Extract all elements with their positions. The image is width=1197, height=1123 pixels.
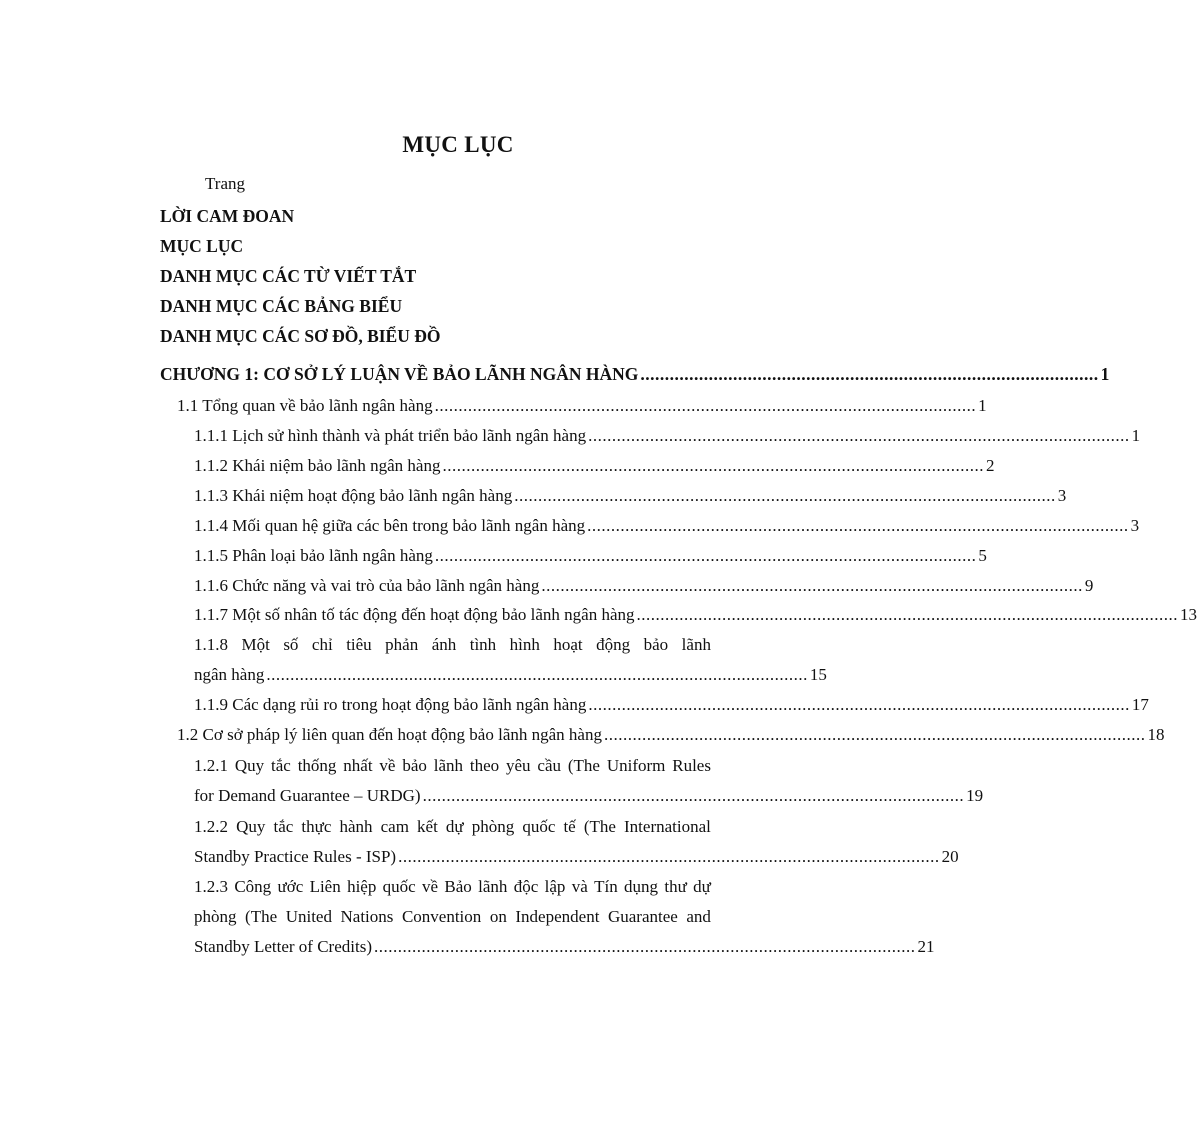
toc-entry-1-1-2: 1.1.2 Khái niệm bảo lãnh ngân hàng .................................................................................................................. 2 [194, 456, 995, 475]
toc-entry-1-1-5: 1.1.5 Phân loại bảo lãnh ngân hàng .................................................................................................................. 5 [194, 546, 987, 565]
toc-entry-1-1-8-line1: 1.1.8 Một số chỉ tiêu phản ánh tình hình hoạt động bảo lãnh [194, 635, 711, 654]
toc-entry-page: 19 [966, 786, 984, 805]
front-matter-figures: DANH MỤC CÁC SƠ ĐỒ, BIỂU ĐỒ [160, 326, 441, 346]
toc-entry-1-1-6: 1.1.6 Chức năng và vai trò của bảo lãnh ngân hàng .................................................................................................................. 9 [194, 576, 1094, 595]
toc-entry-text: 1.1.4 Mối quan hệ giữa các bên trong bảo lãnh ngân hàng [194, 516, 586, 535]
toc-entry-text: 1.2 Cơ sở pháp lý liên quan đến hoạt động bảo lãnh ngân hàng [177, 725, 602, 744]
toc-entry-page: 1 [978, 396, 987, 415]
toc-entry-page: 21 [917, 937, 935, 956]
toc-entry-1-1-7: 1.1.7 Một số nhân tố tác động đến hoạt động bảo lãnh ngân hàng .................................................................................................................. 13 [194, 605, 1197, 624]
toc-entry-page: 3 [1130, 516, 1140, 535]
toc-entry-page: 15 [809, 665, 827, 684]
toc-entry-text: Standby Letter of Credits) [194, 937, 372, 956]
toc-entry-text: ngân hàng [194, 665, 265, 684]
toc-entry-text: for Demand Guarantee – URDG) [194, 786, 421, 805]
toc-entry-1-2-3-line2: phòng (The United Nations Convention on Independent Guarantee and [194, 907, 711, 926]
toc-entry-text: 1.1.5 Phân loại bảo lãnh ngân hàng [194, 546, 433, 565]
toc-entry-text: CHƯƠNG 1: CƠ SỞ LÝ LUẬN VỀ BẢO LÃNH NGÂN HÀNG [160, 364, 639, 384]
toc-entry-1-1: 1.1 Tổng quan về bảo lãnh ngân hàng .................................................................................................................. 1 [177, 396, 987, 415]
toc-entry-text: Standby Practice Rules - ISP) [194, 847, 397, 866]
toc-entry-text: 1.1.6 Chức năng và vai trò của bảo lãnh ngân hàng [194, 576, 540, 595]
toc-entry-1-2-3-line1: 1.2.3 Công ước Liên hiệp quốc về Bảo lãnh độc lập và Tín dụng thư dự [194, 877, 711, 896]
toc-entry-page: 20 [941, 847, 959, 866]
toc-entry-page: 2 [985, 456, 995, 475]
toc-entry-page: 17 [1131, 695, 1149, 714]
toc-entry-text: 1.1.7 Một số nhân tố tác động đến hoạt động bảo lãnh ngân hàng [194, 605, 635, 624]
front-matter-declaration: LỜI CAM ĐOAN [160, 206, 295, 226]
front-matter-abbreviations: DANH MỤC CÁC TỪ VIẾT TẮT [160, 266, 417, 286]
toc-entry-page: 1 [1131, 426, 1141, 445]
toc-entry-1-2-1-line1: 1.2.1 Quy tắc thống nhất về bảo lãnh theo yêu cầu (The Uniform Rules [194, 756, 711, 775]
toc-entry-1-2-2-line1: 1.2.2 Quy tắc thực hành cam kết dự phòng quốc tế (The International [194, 817, 711, 836]
toc-entry-chapter-1: CHƯƠNG 1: CƠ SỞ LÝ LUẬN VỀ BẢO LÃNH NGÂN HÀNG .............................................................................................. 1 [160, 364, 1110, 384]
page-column-label: Trang [205, 174, 245, 193]
toc-entry-page: 1 [1100, 364, 1110, 384]
toc-entry-page: 5 [978, 546, 987, 565]
page-title: MỤC LỤC [402, 132, 514, 157]
toc-entry-page: 3 [1057, 486, 1067, 505]
toc-entry-page: 18 [1147, 725, 1165, 744]
toc-entry-text: 1.1.9 Các dạng rủi ro trong hoạt động bảo lãnh ngân hàng [194, 695, 587, 714]
toc-entry-page: 9 [1084, 576, 1094, 595]
toc-entry-text: 1.1.1 Lịch sử hình thành và phát triển bảo lãnh ngân hàng [194, 426, 587, 445]
toc-entry-1-1-8-line2: ngân hàng .................................................................................................................. 15 [194, 665, 827, 684]
toc-entry-1-2-3-line3: Standby Letter of Credits) .................................................................................................................. 21 [194, 937, 935, 956]
front-matter-contents: MỤC LỤC [160, 236, 244, 256]
toc-entry-text: 1.1 Tổng quan về bảo lãnh ngân hàng [177, 396, 433, 415]
toc-entry-1-1-1: 1.1.1 Lịch sử hình thành và phát triển bảo lãnh ngân hàng .................................................................................................................. 1 [194, 426, 1141, 445]
toc-entry-1-1-4: 1.1.4 Mối quan hệ giữa các bên trong bảo lãnh ngân hàng .................................................................................................................. 3 [194, 516, 1140, 535]
toc-entry-1-2: 1.2 Cơ sở pháp lý liên quan đến hoạt động bảo lãnh ngân hàng .................................................................................................................. 18 [177, 725, 1165, 744]
toc-entry-text: 1.1.2 Khái niệm bảo lãnh ngân hàng [194, 456, 441, 475]
toc-entry-1-2-2-line2: Standby Practice Rules - ISP) .................................................................................................................. 20 [194, 847, 959, 866]
toc-entry-text: 1.1.3 Khái niệm hoạt động bảo lãnh ngân hàng [194, 486, 513, 505]
toc-entry-page: 13 [1180, 605, 1197, 624]
front-matter-tables: DANH MỤC CÁC BẢNG BIỂU [160, 296, 403, 316]
toc-entry-1-1-9: 1.1.9 Các dạng rủi ro trong hoạt động bảo lãnh ngân hàng .................................................................................................................. 17 [194, 695, 1149, 714]
toc-entry-1-1-3: 1.1.3 Khái niệm hoạt động bảo lãnh ngân hàng .................................................................................................................. 3 [194, 486, 1067, 505]
toc-entry-1-2-1-line2: for Demand Guarantee – URDG) .................................................................................................................. 19 [194, 786, 984, 805]
